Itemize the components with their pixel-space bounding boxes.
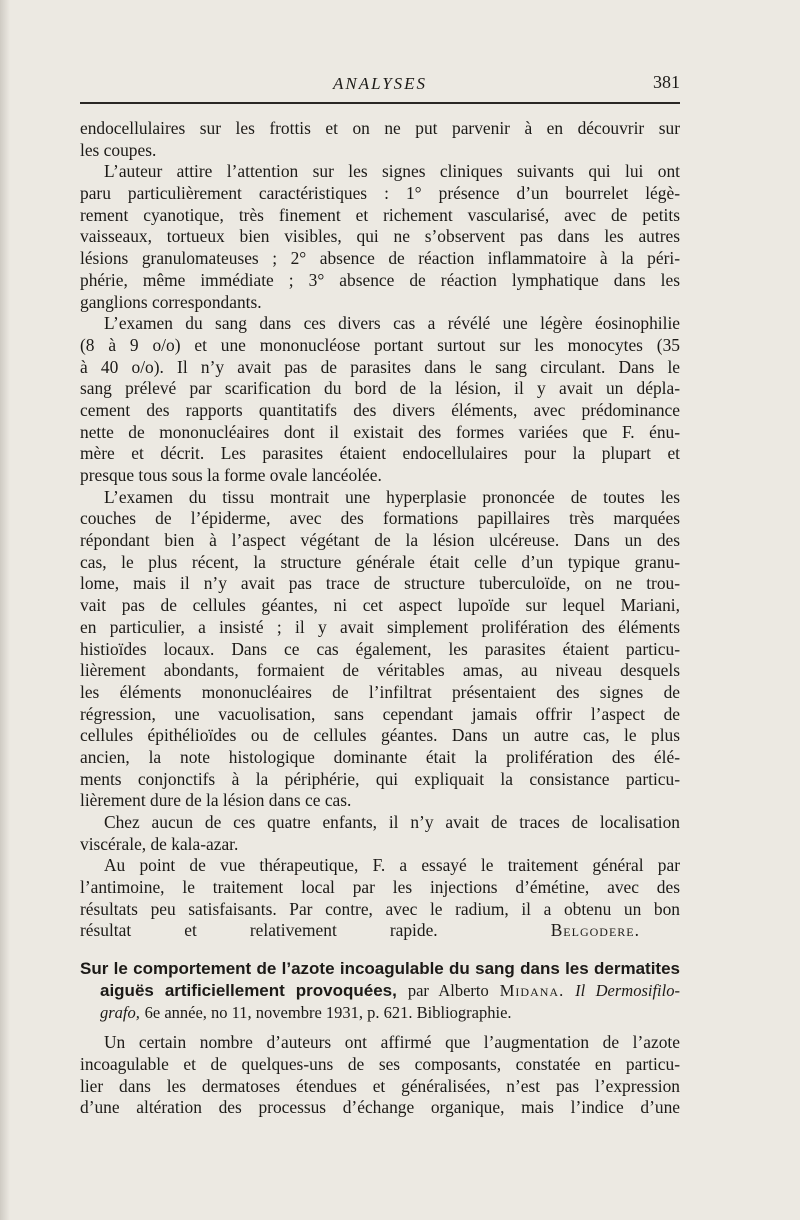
text-line: Chez aucun de ces quatre enfants, il n’y avait de traces de localisation [104,812,680,832]
text-line: les éléments mononucléaires de l’infiltrat présentaient des signes de [80,681,680,702]
text-line: ancien, la note histologique dominante était la prolifération des élé- [80,746,680,767]
text-line: l’antimoine, le traitement local par les injections d’émétine, avec des [80,877,680,898]
text-line: Un certain nombre d’auteurs ont affirmé que l’augmentation de l’azote [104,1032,680,1053]
text-line: phérie, même immédiate ; 3° absence de réaction lymphatique dans les [80,269,680,290]
text-line: vait pas de cellules géantes, ni cet aspect lupoïde sur lequel Mariani, [80,595,680,616]
text-line: à 40 o/o). Il n’y avait pas de parasites dans le sang circulant. Dans le [80,356,680,377]
page-body [80,118,680,1119]
article-title [80,958,680,1024]
text-line: répondant bien à l’aspect végétant de la lésion ulcéreuse. Dans un des [80,530,680,551]
text-line: Au point de vue thérapeutique, F. a essayé le traitement général par [104,855,680,876]
header-rule [80,102,680,104]
text-line: en particulier, a insisté ; il y avait simplement prolifération des éléments [80,616,680,637]
text-line: régression, une vacuolisation, sans cependant jamais offrir l’aspect de [80,703,680,724]
page-header [80,70,680,98]
text-line: nette de mononucléaires dont il existait des formes variées que F. énu- [80,421,680,442]
text-line: ments conjonctifs à la périphérie, qui expliquait la consistance particu- [80,768,680,789]
text-line: vaisseaux, tortueux bien visibles, qui ne s’observent pas dans les autres [80,226,680,247]
title-line-2: aiguës artificiellement provoquées, [100,981,397,1001]
title-line [80,980,680,1002]
article-body [80,1032,680,1119]
text-line-with-signature [80,920,680,942]
text-line: L’examen du sang dans ces divers cas a révélé une légère éosinophilie [104,313,680,334]
citation-line [80,1002,680,1024]
text-line: mère et décrit. Les parasites étaient endocellulaires pour la plupart et [80,443,680,464]
journal-name-cont: grafo, [100,1003,140,1023]
text-line: résultats peu satisfaisants. Par contre, avec le radium, il a obtenu un bon [80,898,680,919]
text-line: rement cyanotique, très finement et richement vascularisé, avec de petits [80,204,680,225]
text-line: histioïdes locaux. Dans ce cas également, les parasites étaient particu- [80,638,680,659]
text-line: sang prélevé par scarification du bord de la lésion, il y avait un dépla- [80,378,680,399]
text-line: cas, le plus récent, la structure générale était celle d’un typique granu- [80,551,680,572]
page-number: 381 [653,72,680,92]
text-line: couches de l’épiderme, avec des formations papillaires très marquées [80,508,680,529]
text-line: lièrement abondants, formaient de véritables amas, au niveau desquels [80,660,680,681]
journal-name: Il Dermosifilo- [575,981,680,1001]
text-line: lier dans les dermatoses étendues et généralisées, n’est pas l’expression [80,1075,680,1096]
signature: Belgodere. [550,920,640,941]
text-line: endocellulaires sur les frottis et on ne put parvenir à en découvrir sur [80,118,680,138]
text-line: presque tous sous la forme ovale lancéolée. [80,465,382,485]
text-line: lome, mais il n’y avait pas trace de structure tuberculoïde, on ne trou- [80,573,680,594]
text-line: d’une altération des processus d’échange organique, mais l’indice d’une [80,1097,680,1118]
text-line: cement des rapports quantitatifs des divers éléments, avec prédominance [80,399,680,420]
citation: 6e année, no 11, novembre 1931, p. 621. Bibliographie. [144,1003,512,1023]
text-line: viscérale, de kala-azar. [80,833,239,854]
text-line: paru particulièrement caractéristiques : 1° présence d’un bourrelet légè- [80,183,680,204]
text-line: lésions granulomateuses ; 2° absence de réaction inflammatoire à la péri- [80,248,680,269]
text-line: lièrement dure de la lésion dans ce cas. [80,790,352,811]
text-line: incoagulable et de quelques-uns de ses composants, constatée en particu- [80,1053,680,1074]
title-line: Sur le comportement de l’azote incoagulable du sang dans les dermatites [80,959,680,979]
author-name: Midana. [499,981,565,1001]
page-spine-shadow [0,0,10,1220]
text-line: L’auteur attire l’attention sur les signes cliniques suivants qui lui ont [104,161,680,182]
running-head: ANALYSES [332,74,428,93]
text-line: ganglions correspondants. [80,291,262,312]
by-text: par Alberto [407,981,489,1001]
text-line: résultat et relativement rapide. [80,920,438,941]
text-line: cellules épithélioïdes ou de cellules géantes. Dans un autre cas, le plus [80,725,680,746]
text-line: L’examen du tissu montrait une hyperplasie prononcée de toutes les [104,486,680,507]
text-line: (8 à 9 o/o) et une mononucléose portant surtout sur les monocytes (35 [80,334,680,355]
text-line: les coupes. [80,139,157,160]
